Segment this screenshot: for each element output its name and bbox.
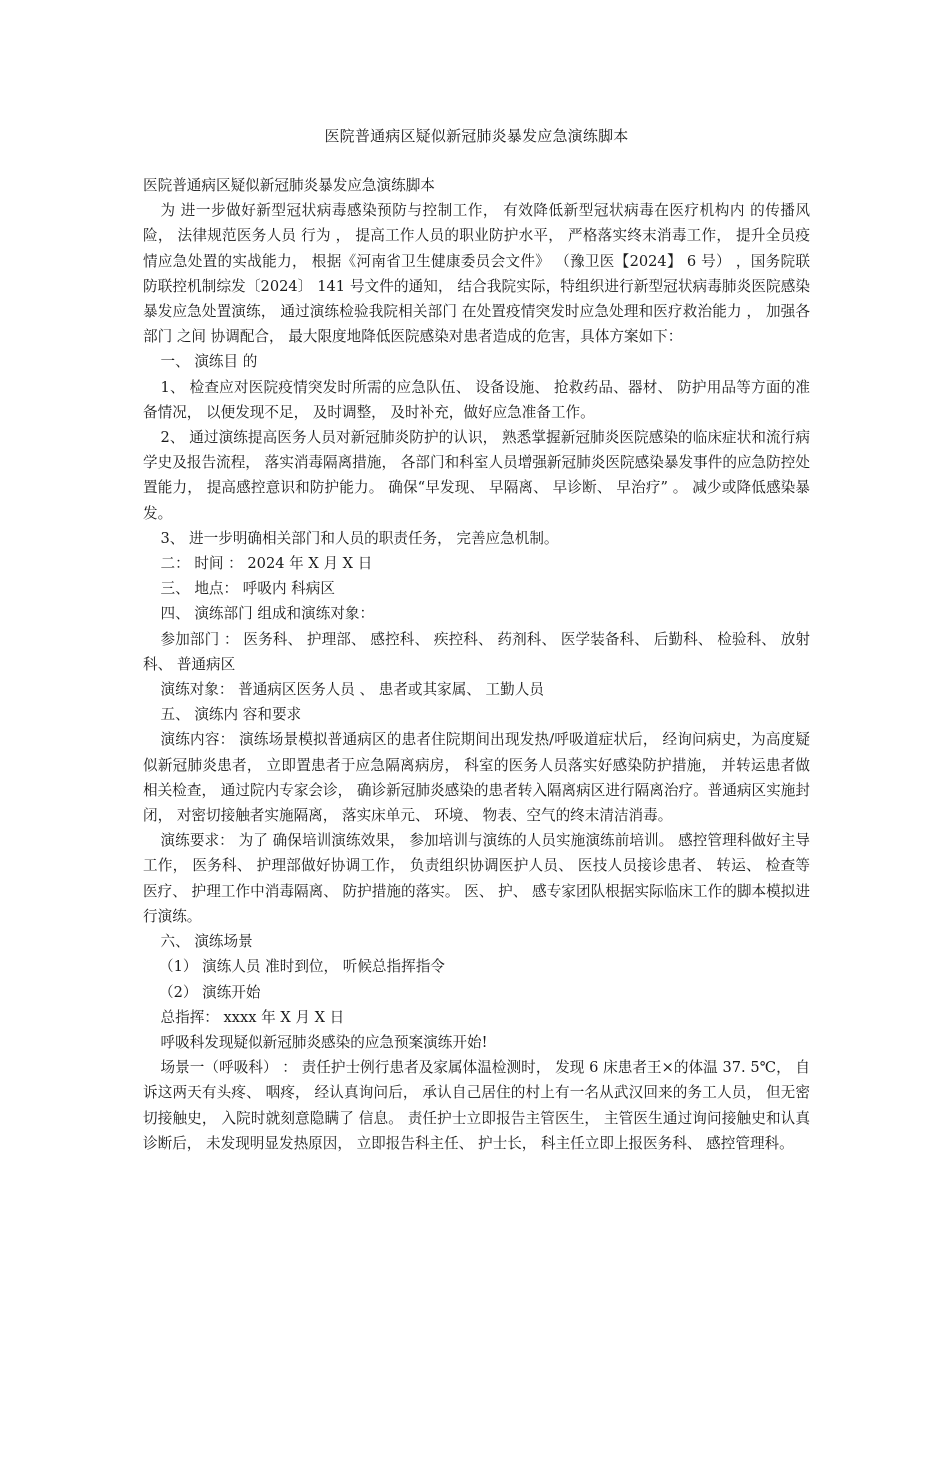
paragraph: 3、 进一步明确相关部门和人员的职责任务， 完善应急机制。 xyxy=(160,529,559,547)
paragraph: 演练内容： 演练场景模拟普通病区的患者住院期间出现发热/呼吸道症状后， 经询问病史，为高度疑似新冠肺炎患者， 立即置患者于应急隔离病房， 科室的医务人员落实好感染防护措施， 并转运患者做相关检查， 通过院内专家会诊， 确诊新冠肺炎感染的患者转入隔离病区进行隔离治疗。普通病区实施封闭， 对密切接触者实施隔离， 落实床单元、 环境、 物表、空气的终末清洁消毒。 xyxy=(143,731,810,825)
paragraph: 医院普通病区疑似新冠肺炎暴发应急演练脚本 xyxy=(143,177,435,194)
paragraph: 为 进一步做好新型冠状病毒感染预防与控制工作， 有效降低新型冠状病毒在医疗机构内 的传播风险， 法律规范医务人员 行为 ， 提高工作人员的职业防护水平， 严格落实终末消毒工作， 提升全员疫情应急处置的实战能力， 根据《河南省卫生健康委员会文件》 （豫卫医【2024】 6 号） ，国务院联防联控机制综发〔2024〕 141 号文件的通知， 结合我院实际，特组织进行新型冠状病毒肺炎医院感染暴发应急处置演练， 通过演练检验我院相关部门 在处置疫情突发时应急处理和医疗救治能力 ， 加强各部门 之间 协调配合， 最大限度地降低医院感染对患者造成的危害，具体方案如下： xyxy=(143,202,810,346)
paragraph: 1、 检查应对医院疫情突发时所需的应急队伍、 设备设施、 抢救药品、器材、 防护用品等方面的准备情况， 以便发现不足， 及时调整， 及时补充，做好应急准备工作。 xyxy=(143,378,810,421)
document-title: 医院普通病区疑似新冠肺炎暴发应急演练脚本 xyxy=(324,127,629,145)
paragraph: 场景一（呼吸科） ： 责任护士例行患者及家属体温检测时， 发现 6 床患者王×的体温 37. 5℃， 自诉这两天有头疼、 咽疼， 经认真询问后， 承认自己居住的村上有一名从武汉回来的务工人员， 但无密切接触史， 入院时就刻意隐瞒了 信息。 责任护士立即报告主管医生， 主管医生通过询问接触史和认真诊断后， 未发现明显发热原因， 立即报告科主任、 护士长， 科主任立即上报医务科、 感控管理科。 xyxy=(143,1059,810,1152)
section-heading: 五、 演练内 容和要求 xyxy=(160,706,302,724)
list-item: （1） 演练人员 准时到位， 听候总指挥指令 xyxy=(159,958,445,976)
document-page xyxy=(0,124,950,1468)
paragraph: 呼吸科发现疑似新冠肺炎感染的应急预案演练开始! xyxy=(160,1033,488,1051)
paragraph: 2、 通过演练提高医务人员对新冠肺炎防护的认识， 熟悉掌握新冠肺炎医院感染的临床症状和流行病学史及报告流程， 落实消毒隔离措施， 各部门和科室人员增强新冠肺炎医院感染暴发事件的应急防控处置能力， 提高感控意识和防护能力。 确保“早发现、 早隔离、 早诊断、 早治疗” 。 减少或降低感染暴发。 xyxy=(143,429,810,522)
paragraph: 总指挥： xxxx 年 X 月 X 日 xyxy=(160,1008,345,1026)
document-body xyxy=(143,173,810,1156)
list-item: （2） 演练开始 xyxy=(159,983,261,1001)
section-heading: 三、 地点： 呼吸内 科病区 xyxy=(160,580,335,598)
paragraph: 演练要求： 为了 确保培训演练效果， 参加培训与演练的人员实施演练前培训。 感控管理科做好主导工作， 医务科、 护理部做好协调工作， 负责组织协调医护人员、 医技人员接诊患者、 转运、 检查等医疗、 护理工作中消毒隔离、 防护措施的落实。 医、 护、 感专家团队根据实际临床工作的脚本模拟进行演练。 xyxy=(143,832,810,925)
section-heading: 四、 演练部门 组成和演练对象： xyxy=(160,605,375,623)
paragraph: 参加部门 ： 医务科、 护理部、 感控科、 疾控科、 药剂科、 医学装备科、 后勤科、 检验科、 放射科、 普通病区 xyxy=(143,630,810,673)
section-heading: 二： 时间 ： 2024 年 X 月 X 日 xyxy=(160,555,373,573)
section-heading: 六、 演练场景 xyxy=(160,933,253,951)
section-heading: 一、 演练目 的 xyxy=(160,353,258,371)
paragraph: 演练对象： 普通病区医务人员 、 患者或其家属、 工勤人员 xyxy=(160,681,544,699)
